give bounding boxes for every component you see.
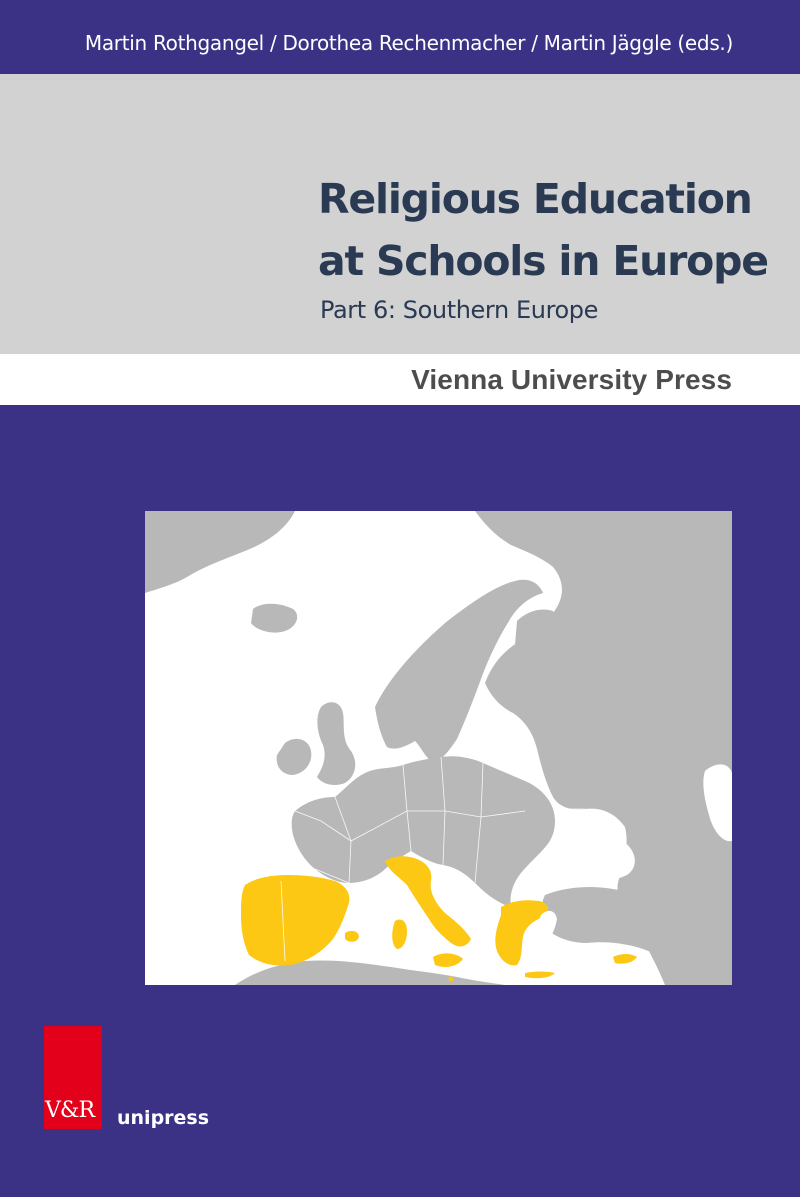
europe-map	[145, 511, 732, 985]
editors-line: Martin Rothgangel / Dorothea Rechenmacher / Martin Jäggle (eds.)	[84, 31, 733, 55]
book-title	[318, 168, 768, 292]
imprint-name: unipress	[117, 1107, 210, 1129]
book-subtitle: Part 6: Southern Europe	[320, 296, 598, 324]
book-title-line-2: at Schools in Europe	[318, 237, 768, 285]
vr-logo-text: V&R	[45, 1098, 95, 1123]
iceland	[251, 604, 297, 633]
malta	[449, 977, 454, 982]
publisher-name: Vienna University Press	[411, 364, 732, 395]
book-title-line-1: Religious Education	[318, 175, 752, 223]
